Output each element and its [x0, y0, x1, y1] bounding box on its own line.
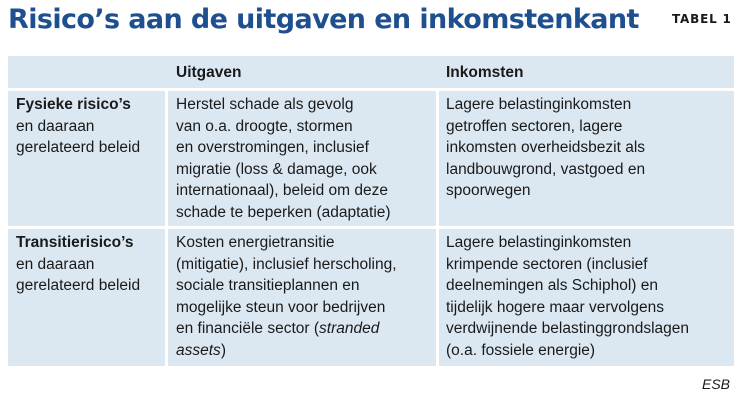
cell-fysieke-uitgaven: Herstel schade als gevolg van o.a. droogte, stormen en overstromingen, inclusief migratie (loss & damage, ook internationaal), beleid om deze schade te beperken (adaptatie) — [176, 96, 391, 221]
column-divider — [436, 88, 439, 366]
row-divider — [8, 88, 734, 91]
italic-term: stranded — [319, 320, 380, 337]
source-label: ESB — [701, 376, 730, 392]
row-header-transitie: Transitierisico’s en daaraan gerelateerd beleid — [16, 234, 141, 294]
table-tag: TABEL 1 — [672, 12, 732, 26]
cell-transitie-inkomsten: Lagere belastinginkomsten krimpende sectoren (inclusief deelnemingen als Schiphol) en tijdelijk hogere maar vervolgens verdwijnende belastinggrondslagen (o.a. fossiele energie) — [446, 234, 690, 359]
cell-transitie-uitgaven: Kosten energietransitie (mitigatie), inclusief herscholing, sociale transitieplannen en mogelijke steun voor bedrijven en financiële sector (stranded assets) — [176, 234, 397, 359]
column-header-uitgaven: Uitgaven — [176, 64, 242, 81]
cell-fysieke-inkomsten: Lagere belastinginkomsten getroffen sectoren, lagere inkomsten overheidsbezit als landbouwgrond, vastgoed en spoorwegen — [446, 96, 646, 199]
italic-term: assets — [176, 341, 221, 359]
risk-table — [8, 56, 734, 366]
row-header-fysieke: Fysieke risico’s en daaraan gerelateerd beleid — [16, 96, 141, 156]
row-divider — [8, 226, 734, 229]
page-title: Risico’s aan de uitgaven en inkomstenkant — [8, 4, 639, 35]
column-divider — [165, 88, 168, 366]
column-header-inkomsten: Inkomsten — [446, 64, 524, 81]
